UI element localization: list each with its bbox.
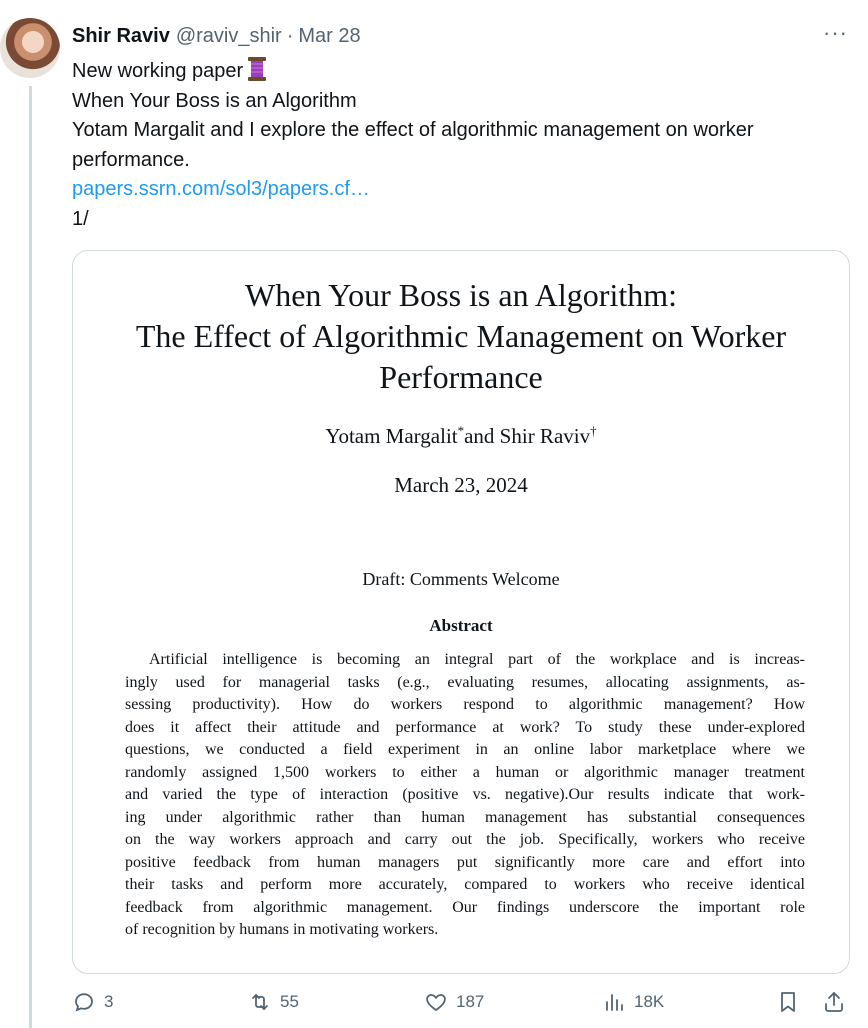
paper-authors	[73, 423, 849, 449]
tweet-header	[72, 22, 868, 50]
author-2-footnote-mark: †	[590, 423, 597, 438]
reply-button[interactable]	[72, 990, 113, 1014]
repost-count: 55	[280, 992, 299, 1011]
abstract-line: questions, we conducted a field experiment in an online labor marketplace where we	[125, 741, 805, 758]
abstract-heading: Abstract	[429, 616, 493, 635]
tweet-actions-bar	[72, 990, 862, 1026]
thread-spool-icon	[247, 56, 267, 82]
paper-title	[73, 275, 849, 398]
tweet-line-5: 1/	[72, 207, 89, 230]
repost-button[interactable]	[248, 990, 299, 1014]
views-button[interactable]	[602, 990, 664, 1014]
author-handle[interactable]: @raviv_shir	[175, 25, 282, 47]
paper-title-line-1: When Your Boss is an Algorithm:	[244, 277, 678, 313]
tweet-line-3: Yotam Margalit and I explore the effect of algorithmic management on worker performance.	[72, 119, 754, 171]
abstract-line: their tasks and perform more accurately, compared to workers who receive identical	[125, 876, 805, 893]
more-options-icon[interactable]: ···	[823, 20, 848, 45]
thread-connector-line	[29, 86, 32, 1028]
abstract-line: positive feedback from human managers put significantly more care and effort into	[125, 853, 805, 871]
paper-title-line-3: Performance	[379, 359, 543, 395]
like-button[interactable]	[424, 990, 484, 1014]
reply-count: 3	[104, 992, 114, 1011]
author-name[interactable]: Shir Raviv	[72, 25, 170, 47]
paper-author-2: and Shir Raviv	[464, 424, 591, 448]
heart-icon	[424, 990, 448, 1014]
abstract-line: feedback from algorithmic management. Our findings underscore the important role	[125, 898, 805, 916]
share-icon	[822, 990, 846, 1014]
separator-dot: ·	[286, 25, 294, 47]
abstract-line: does it affect their attitude and performance at work? To study these under-explored	[125, 718, 805, 736]
avatar[interactable]	[0, 18, 60, 78]
paper-title-line-2: The Effect of Algorithmic Management on Worker	[135, 318, 787, 354]
like-count: 187	[456, 992, 485, 1011]
paper-link[interactable]: papers.ssrn.com/sol3/papers.cf…	[72, 178, 370, 200]
paper-author-1: Yotam Margalit	[325, 424, 458, 448]
paper-image-card[interactable]	[72, 250, 850, 974]
abstract-line: on the way workers approach and carry out the job. Specifically, workers who receive	[125, 831, 805, 848]
paper-draft-note: Draft: Comments Welcome	[362, 569, 560, 589]
tweet-line-2: When Your Boss is an Algorithm	[72, 89, 357, 112]
abstract-line: ingly used for managerial tasks (e.g., evaluating resumes, allocating assignments, as-	[125, 673, 805, 691]
share-button[interactable]	[822, 990, 854, 1014]
abstract-line: sessing productivity). How do workers respond to algorithmic management? How	[125, 696, 805, 713]
paper-date: March 23, 2024	[394, 473, 528, 497]
reply-icon	[72, 990, 96, 1014]
bookmark-icon	[776, 990, 800, 1014]
author-1-footnote-mark: *	[457, 423, 465, 438]
abstract-line: randomly assigned 1,500 workers to either a human or algorithmic manager treatment	[125, 763, 805, 781]
abstract-line: and varied the type of interaction (positive vs. negative).Our results indicate that work-	[125, 786, 805, 803]
bookmark-button[interactable]	[776, 990, 808, 1014]
abstract-body	[125, 649, 805, 942]
abstract-line: Artificial intelligence is becoming an integral part of the workplace and is increas-	[149, 651, 805, 668]
views-count: 18K	[634, 992, 665, 1011]
abstract-line: ing under algorithmic rather than human management has substantial consequences	[125, 808, 805, 826]
tweet-line-1: New working paper	[72, 56, 862, 87]
tweet-text	[72, 56, 862, 234]
views-chart-icon	[602, 990, 626, 1014]
repost-icon	[248, 990, 272, 1014]
tweet-date[interactable]: Mar 28	[298, 25, 361, 47]
abstract-line: of recognition by humans in motivating workers.	[125, 921, 439, 938]
